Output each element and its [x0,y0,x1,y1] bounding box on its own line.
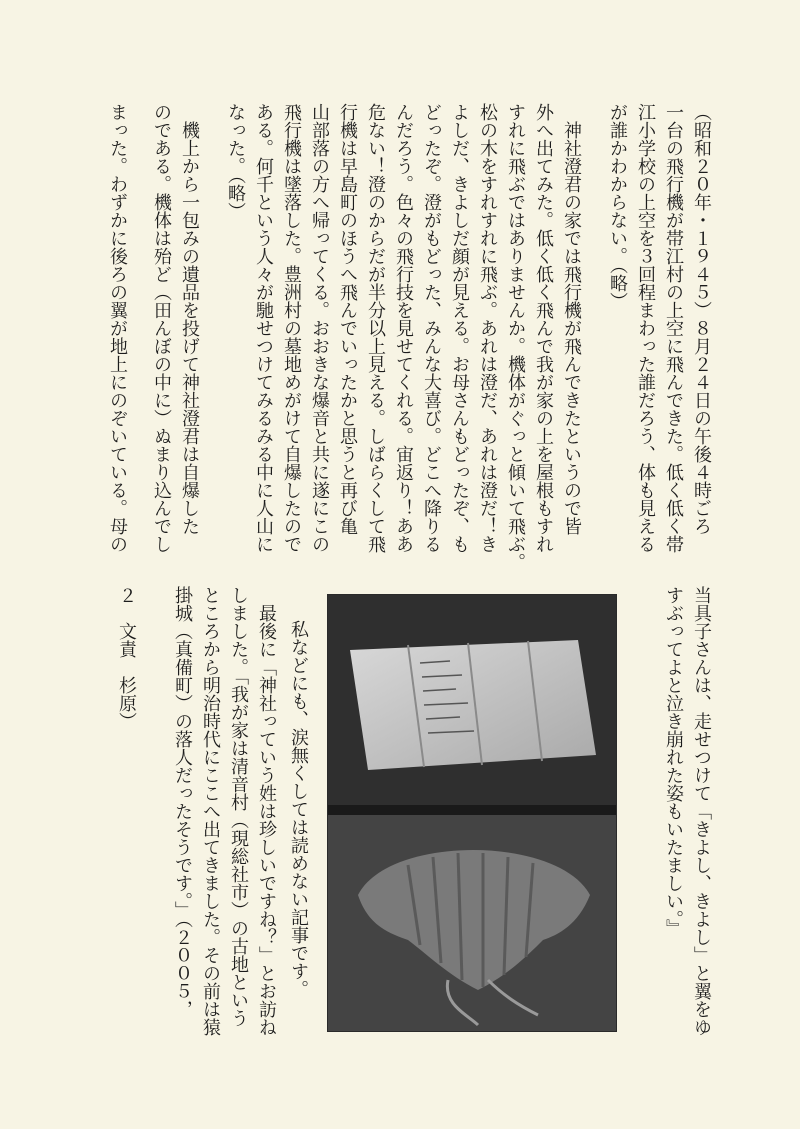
text-column: 松の木をすれすれに飛ぶ。あれは澄だ、あれは澄だ！き [477,103,498,553]
text-column: んだろう。色々の飛行技を見せてくれる。宙返り！ああ [393,103,414,553]
text-column: よしだ、きよしだ顔が見える。お母さんもどったぞ、も [449,103,470,553]
text-column: ２ 文責 杉原） [116,586,137,730]
text-column: 当具子さんは、走せつけて「きよし、きよし」と翼をゆ [691,586,712,1036]
text-column: 神社澄君の家では飛行機が飛んできたというので皆 [561,121,582,535]
text-column: 機上から一包みの遺品を投げて神社澄君は自爆した [179,121,200,535]
text-column: 一台の飛行機が帯江村の上空に飛んできた。低く低く帯 [663,103,684,553]
text-column: 私などにも、涙無くしては読めない記事です。 [288,620,309,998]
text-column: 外へ出てみた。低く低く飛んで我が家の上を屋根もすれ [533,103,554,553]
text-column: まった。わずかに後ろの翼が地上にのぞいている。母の [107,103,128,553]
text-column: どったぞ。澄がもどった、みんな大喜び。どこへ降りる [421,103,442,553]
text-column: すぶってよと泣き崩れた姿もいたましい。』 [663,586,684,937]
text-column: 掛城（真備町）の落人だったそうです。」（２００５， [172,586,193,1018]
text-column: 山部落の方へ帰ってくる。おおきな爆音と共に遂にこの [309,103,330,553]
text-column: が誰かわからない。（略） [607,103,628,310]
text-column: 江小学校の上空を３回程まわった誰だろう、体も見える [635,103,656,553]
photo-image [328,595,616,1031]
memorial-photograph [327,594,617,1032]
text-column: のである。機体は殆ど（田んぼの中に）ぬまり込んでし [151,103,172,553]
text-column: 行機は早島町のほうへ飛んでいったかと思うと再び亀 [337,103,358,535]
text-column: しました。「我が家は清音村（現総社市）の古地という [228,586,249,1027]
text-column: 危ない！澄のからだが半分以上見える。しばらくして飛 [365,103,386,553]
text-column: （昭和２０年・１９４５）８月２４日の午後４時ごろ [691,103,712,535]
text-column: すれに飛ぶではありませんか。機体がぐっと傾いて飛ぶ。 [505,103,526,571]
text-column: 最後に「神社っていう姓は珍しいですね？」とお訪ね [256,604,277,1036]
text-column: なった。（略） [225,103,246,220]
text-column: ある。何千という人々が馳せつけてみるみる中に人山に [253,103,274,553]
text-column: ところから明治時代にここへ出てきました。その前は猿 [200,586,221,1036]
text-column: 飛行機は墜落した。豊洲村の墓地めがけて自爆したので [281,103,302,553]
